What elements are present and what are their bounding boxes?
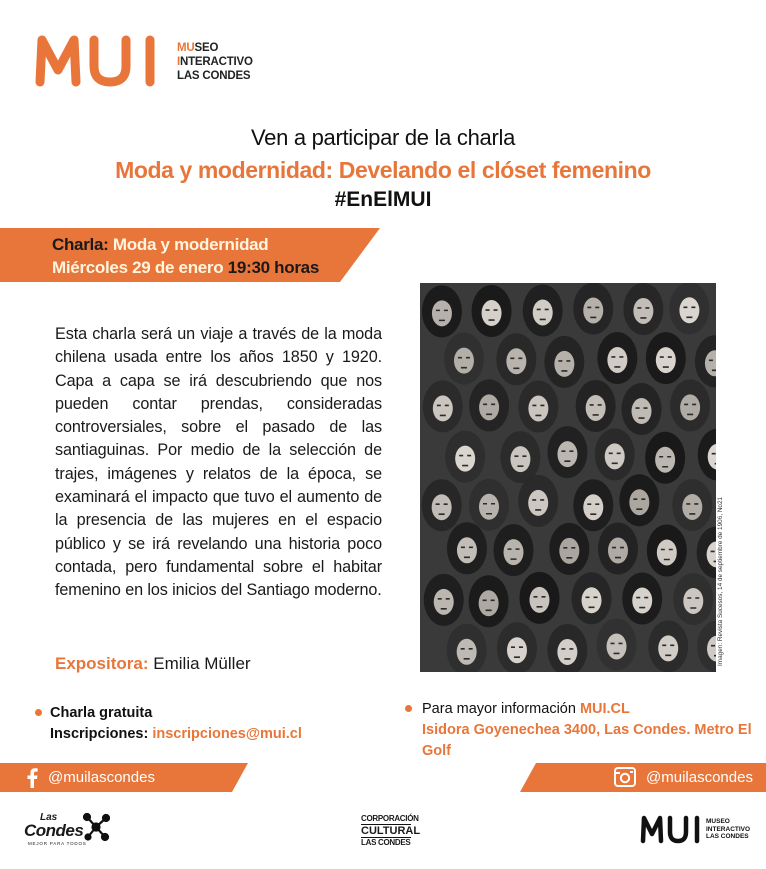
info-right: Para mayor información MUI.CL Isidora Goyenechea 3400, Las Condes. Metro El Golf bbox=[422, 699, 766, 762]
event-time: 19:30 horas bbox=[227, 258, 319, 277]
info-left: Charla gratuita Inscripciones: inscripciones@mui.cl bbox=[50, 705, 302, 742]
address: Isidora Goyenechea 3400, Las Condes. Metro El Golf bbox=[422, 722, 752, 759]
registration-email[interactable]: inscripciones@mui.cl bbox=[152, 726, 302, 742]
instagram-icon[interactable] bbox=[614, 767, 636, 787]
event-date: Miércoles 29 de enero bbox=[52, 258, 224, 277]
event-details bbox=[52, 233, 319, 279]
event-description: Esta charla será un viaje a través de la moda chilena usada entre los años 1850 y 1920. Capa a capa se irá descubriendo que nos pueden contar prendas, consideradas controversiales, sobre el pasado de las santiaguinas. Por medio de la selección de trajes, imágenes y relatos de la época, se examinará el impacto que tuvo el aumento de la presencia de las mujeres en el espacio público y se irá revelando una historia poco contada, pero fundamental sobre el habitar femenino en los inicios del Santiago moderno. bbox=[55, 325, 382, 600]
free-talk-text: Charla gratuita bbox=[50, 705, 153, 721]
svg-text:Imagen: Revista Sucesos, 14 de: Imagen: Revista Sucesos, 14 de septiembre de 1906, No21 bbox=[717, 496, 724, 666]
charla-label: Charla: bbox=[52, 235, 109, 254]
corporacion-cultural-logo: CORPORACIÓN CULTURAL LAS CONDES bbox=[361, 814, 421, 847]
speaker-label: Expositora: bbox=[55, 654, 149, 673]
historic-photo bbox=[420, 283, 716, 672]
instagram-handle[interactable]: @muilascondes bbox=[646, 769, 753, 786]
headline-hashtag: #EnElMUI bbox=[334, 188, 432, 211]
photo-caption bbox=[713, 288, 725, 668]
facebook-icon[interactable] bbox=[26, 768, 38, 788]
website-link[interactable]: MUI.CL bbox=[579, 701, 630, 717]
mui-footer-logo-text: MUSEO INTERACTIVO LAS CONDES bbox=[706, 818, 751, 840]
charla-name: Moda y modernidad bbox=[112, 235, 269, 254]
bullet-icon bbox=[405, 705, 412, 712]
mui-footer-logo-mark bbox=[640, 814, 704, 844]
speaker-name: Emilia Müller bbox=[153, 654, 251, 673]
speaker bbox=[55, 654, 251, 674]
mui-logo-mark bbox=[34, 32, 169, 87]
mui-logo-text: MUSEO INTERACTIVO LAS CONDES bbox=[177, 42, 253, 82]
headline-intro: Ven a participar de la charla bbox=[250, 125, 516, 150]
molecule-icon bbox=[82, 812, 110, 842]
facebook-handle[interactable]: @muilascondes bbox=[48, 769, 155, 786]
headline-title: Moda y modernidad: Develando el clóset femenino bbox=[115, 157, 651, 183]
bullet-icon bbox=[35, 709, 42, 716]
las-condes-logo: Las Condes MEJOR PARA TODOS bbox=[24, 812, 114, 852]
